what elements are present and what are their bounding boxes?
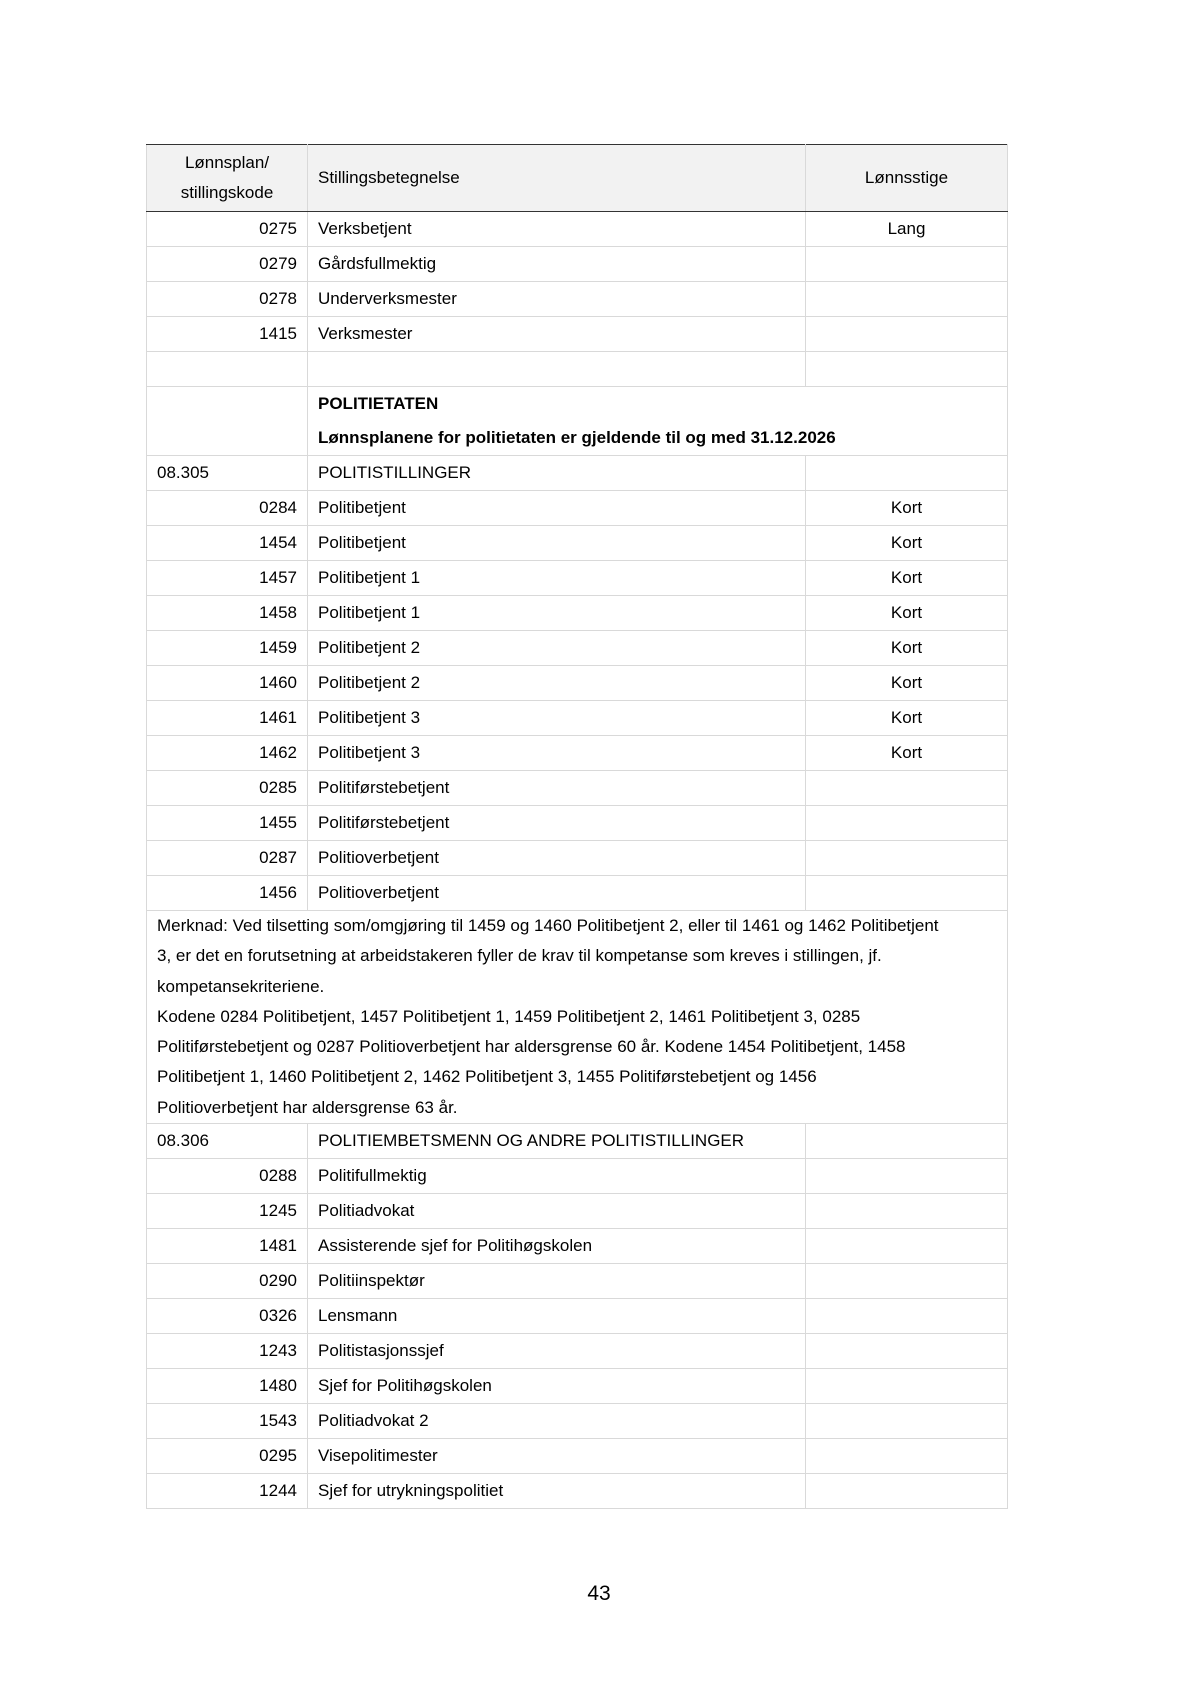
row-ladder (806, 771, 1008, 806)
row-title: Politifullmektig (308, 1159, 806, 1194)
plan-title: POLITIEMBETSMENN OG ANDRE POLITISTILLINGER (308, 1124, 806, 1159)
row-code: 1481 (147, 1229, 308, 1264)
row-title: Politiadvokat 2 (308, 1404, 806, 1439)
plan-code: 08.306 (147, 1124, 308, 1159)
row-ladder (806, 1229, 1008, 1264)
row-code: 1455 (147, 806, 308, 841)
row-ladder (806, 1299, 1008, 1334)
row-title: Verksmester (308, 317, 806, 352)
row-title: Sjef for Politihøgskolen (308, 1369, 806, 1404)
row-ladder (806, 282, 1008, 317)
table-row (147, 1299, 1008, 1334)
row-ladder (806, 1194, 1008, 1229)
row-title: Politiinspektør (308, 1264, 806, 1299)
plan-code: 08.305 (147, 456, 308, 491)
row-code: 1480 (147, 1369, 308, 1404)
table-row (147, 212, 1008, 247)
row-code: 1461 (147, 701, 308, 736)
salary-plan-table (146, 144, 1008, 1509)
row-code: 1243 (147, 1334, 308, 1369)
row-title: Verksbetjent (308, 212, 806, 247)
table-row (147, 771, 1008, 806)
row-code: 1459 (147, 631, 308, 666)
row-ladder (806, 1474, 1008, 1509)
table-row (147, 1159, 1008, 1194)
table-row (147, 1369, 1008, 1404)
table-row (147, 701, 1008, 736)
table-row (147, 317, 1008, 352)
row-code: 0295 (147, 1439, 308, 1474)
row-title: Underverksmester (308, 282, 806, 317)
table-row (147, 666, 1008, 701)
plan-row-08305 (147, 456, 1008, 491)
table-row (147, 526, 1008, 561)
row-title: Politiadvokat (308, 1194, 806, 1229)
blank-cell (308, 352, 806, 387)
row-ladder: Kort (806, 561, 1008, 596)
table-row (147, 1334, 1008, 1369)
table-row (147, 491, 1008, 526)
row-code: 0275 (147, 212, 308, 247)
row-ladder (806, 806, 1008, 841)
row-title: Assisterende sjef for Politihøgskolen (308, 1229, 806, 1264)
section-empty-cell (147, 387, 308, 456)
row-ladder: Kort (806, 526, 1008, 561)
note-line: Kodene 0284 Politibetjent, 1457 Politibetjent 1, 1459 Politibetjent 2, 1461 Politibetjent 3, 0285 (157, 1006, 861, 1026)
row-title: Gårdsfullmektig (308, 247, 806, 282)
row-ladder (806, 1264, 1008, 1299)
row-ladder (806, 1334, 1008, 1369)
table-row (147, 1439, 1008, 1474)
table-row (147, 1194, 1008, 1229)
row-ladder: Kort (806, 631, 1008, 666)
plan-title: POLITISTILLINGER (308, 456, 806, 491)
row-code: 0285 (147, 771, 308, 806)
header-ladder: Lønnsstige (806, 145, 1008, 212)
row-ladder: Kort (806, 596, 1008, 631)
table-row (147, 631, 1008, 666)
note-line: Politibetjent 1, 1460 Politibetjent 2, 1462 Politibetjent 3, 1455 Politiførstebetjent og 1456 (157, 1067, 817, 1087)
note-cell (147, 911, 1008, 1124)
blank-cell (147, 352, 308, 387)
row-code: 1454 (147, 526, 308, 561)
table-row (147, 561, 1008, 596)
note-line: Politioverbetjent har aldersgrense 63 år. (157, 1097, 458, 1117)
row-title: Politioverbetjent (308, 876, 806, 911)
row-title: Lensmann (308, 1299, 806, 1334)
section-title: POLITIETATEN (318, 394, 439, 413)
table-row (147, 841, 1008, 876)
note-row (147, 911, 1008, 1124)
section-heading-row (147, 387, 1008, 456)
row-ladder (806, 1439, 1008, 1474)
row-ladder (806, 317, 1008, 352)
row-code: 0288 (147, 1159, 308, 1194)
row-ladder (806, 247, 1008, 282)
row-title: Politibetjent (308, 491, 806, 526)
blank-row (147, 352, 1008, 387)
blank-cell (806, 352, 1008, 387)
row-title: Politibetjent 3 (308, 736, 806, 771)
row-title: Politibetjent 2 (308, 631, 806, 666)
row-title: Politibetjent (308, 526, 806, 561)
table-row (147, 282, 1008, 317)
row-code: 0279 (147, 247, 308, 282)
row-ladder (806, 841, 1008, 876)
row-code: 1456 (147, 876, 308, 911)
row-title: Politibetjent 1 (308, 561, 806, 596)
section-subtitle: Lønnsplanene for politietaten er gjeldende til og med 31.12.2026 (318, 428, 836, 447)
header-code-line1: Lønnsplan/ (184, 153, 270, 172)
table-row (147, 596, 1008, 631)
table-row (147, 1404, 1008, 1439)
row-ladder: Lang (806, 212, 1008, 247)
row-code: 0284 (147, 491, 308, 526)
row-code: 1415 (147, 317, 308, 352)
row-ladder (806, 1369, 1008, 1404)
table-body (147, 212, 1008, 1509)
note-line: Politiførstebetjent og 0287 Politioverbetjent har aldersgrense 60 år. Kodene 1454 Politibetjent, 1458 (157, 1037, 906, 1057)
row-title: Politiførstebetjent (308, 771, 806, 806)
plan-ladder-empty (806, 456, 1008, 491)
table-row (147, 806, 1008, 841)
row-title: Politibetjent 3 (308, 701, 806, 736)
header-code (147, 145, 308, 212)
row-code: 1462 (147, 736, 308, 771)
row-title: Visepolitimester (308, 1439, 806, 1474)
table-row (147, 247, 1008, 282)
row-ladder: Kort (806, 491, 1008, 526)
table-header (147, 145, 1008, 212)
row-ladder (806, 1159, 1008, 1194)
row-title: Politibetjent 2 (308, 666, 806, 701)
header-code-line2: stillingskode (180, 183, 274, 202)
row-ladder: Kort (806, 701, 1008, 736)
row-code: 1457 (147, 561, 308, 596)
row-code: 1458 (147, 596, 308, 631)
header-title: Stillingsbetegnelse (308, 145, 806, 212)
row-code: 1460 (147, 666, 308, 701)
note-line: kompetansekriteriene. (157, 976, 325, 996)
plan-ladder-empty (806, 1124, 1008, 1159)
row-title: Sjef for utrykningspolitiet (308, 1474, 806, 1509)
row-code: 0326 (147, 1299, 308, 1334)
row-ladder (806, 876, 1008, 911)
row-title: Politibetjent 1 (308, 596, 806, 631)
plan-row-08306 (147, 1124, 1008, 1159)
page-number: 43 (587, 1582, 611, 1605)
table-row (147, 1229, 1008, 1264)
row-code: 0278 (147, 282, 308, 317)
row-code: 0290 (147, 1264, 308, 1299)
table-row (147, 736, 1008, 771)
row-code: 1244 (147, 1474, 308, 1509)
note-line: 3, er det en forutsetning at arbeidstakeren fyller de krav til kompetanse som kreves i stillingen, jf. (157, 946, 882, 966)
row-title: Politiførstebetjent (308, 806, 806, 841)
row-code: 0287 (147, 841, 308, 876)
row-title: Politistasjonssjef (308, 1334, 806, 1369)
note-line: Merknad: Ved tilsetting som/omgjøring til 1459 og 1460 Politibetjent 2, eller til 1461 og 1462 Politibetjent (157, 916, 939, 935)
row-ladder (806, 1404, 1008, 1439)
row-title: Politioverbetjent (308, 841, 806, 876)
table-row (147, 876, 1008, 911)
table-row (147, 1264, 1008, 1299)
row-code: 1543 (147, 1404, 308, 1439)
row-code: 1245 (147, 1194, 308, 1229)
section-heading-cell (308, 387, 1008, 456)
table-row (147, 1474, 1008, 1509)
row-ladder: Kort (806, 666, 1008, 701)
row-ladder: Kort (806, 736, 1008, 771)
